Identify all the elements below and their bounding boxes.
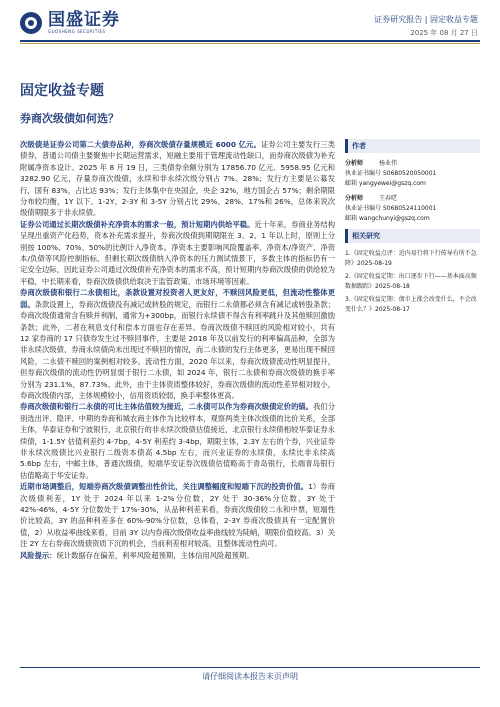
analyst-name-row: 分析师 杨业伟 (345, 160, 398, 167)
paragraph (20, 219, 335, 287)
related-report-link[interactable]: 1.《固定收益点评：近内易行将下行传导有所不急降》2025-08-19 (345, 250, 477, 267)
paragraph (20, 481, 335, 549)
paragraph-lead: 证券公司通过长期次级债补充净资本的需求一般，预计短期内供给平稳。 (20, 219, 255, 229)
authors-heading: 作者 (345, 139, 480, 153)
analyst-name: 杨业伟 (379, 160, 398, 167)
paragraph-text: 统计数据存在偏差，利率风险超预期，主体信用风险超预期。 (56, 550, 254, 560)
paragraph-lead: 次级债是证券公司第二大债券品种，券商次级债存量规模近 6000 亿元。 (20, 140, 261, 149)
analyst-email-row: 邮箱 wangchunyi@gszq.com (345, 215, 430, 222)
paragraph-lead: 券商次级债和银行二永债的可比主体估值较为接近，二永债可以作为券商次级债定价的锚。 (20, 402, 314, 412)
page-title: 固定收益专题 (20, 83, 104, 99)
page-subtitle: 券商次级债如何选？ (20, 112, 119, 125)
paragraph-lead: 券商次级债和银行二永债相比，条款设置对投资者人更友好，不赎回风险更低，但流动性整体更弱。 (20, 288, 335, 309)
brand-name-cn: 国盛证券 (48, 10, 120, 30)
analyst-name: 王春呓 (379, 195, 398, 202)
sidebar (345, 139, 480, 318)
footer-disclaimer: 请仔细阅读本报告末页声明 (202, 672, 298, 681)
header-divider (20, 40, 480, 42)
analyst-email-row: 邮箱 yangyewei@gszq.com (345, 180, 426, 187)
paragraph (20, 550, 335, 561)
analyst-email[interactable]: yangyewei@gszq.com (358, 180, 426, 187)
brand-logo (20, 9, 120, 37)
footer-divider (20, 667, 480, 668)
header-divider-accent (20, 43, 480, 44)
related-heading: 相关研究 (345, 229, 480, 243)
paragraph-text: 我们分别选出评、隐评、中期的券商和城农商主体作为比较样本，观察两类主体次级债的比价关系，全部主体，华泰证券和宁波银行，北京银行的非永续次级债估值接近，北京银行永续债相较华泰证券永续债，1-1.5Y 估值利差约 4-7bp，4-5Y 利差约 3-4bp，期限主体，2.3Y 左右的个券，兴业证券非永续次级债比兴业银行二级资本债高 4.5bp 左右，而兴业证券的永续债，永续比非永续高 5.6bp 左右，中邮主体，普通次级债，短端华安证券次级债估值略高于青岛银行，长端青岛银行估值略高于华安证券。 (20, 402, 336, 480)
analyst-name-row: 分析师 王春呓 (345, 195, 398, 202)
paragraph (20, 401, 335, 481)
analyst-cert-row: 执业证书编号 S0680520050001 (345, 170, 437, 177)
logo-icon (20, 12, 42, 34)
paragraph-text: 条款设置上，券商次级债没有减记或转股的规定，而银行二永债都必须含有减记或转股条款；券商次级债通常含有赎并利制，通常为+300bp，而银行永续债不得含有利率跳升及其他赎回激励条款；此外，二者在利息支付和偿本方面也存在差异。券商次级债不赎回的风险相对较小，共有 12 家券商的 17 只债券发生过不赎回事件，主要是 2018 年及以前发行的利率偏高品种，全部为非永续次级债，券商永续债尚未出现过不赎回的情况，而二永债的发行主体更多，更易出现不赎回风险，二永债不赎回的案例相对较多。流动性方面，2020 年以来，券商次级债流动性明显提升，但券商次级债的流动性仍明显弱于银行二永债，如 2024 年，银行二永债和券商次级债的换手率分别为 231.1%、87.73%。此外，由于主体资质整体较好，券商次级债的流动性差异相对较小，券商次级债内部，主体规模较小，信用资质较弱，换手率整体更高。 (20, 299, 336, 400)
paragraph-text: 近十年来，券商业务结构呈现出重资产化趋势，资本补充需求提升，券商次级债到期期限在 3、2、1 年以上时，原则上分别按 100%、70%、50%的比例计入净资本。净资本主要影响风险覆盖率、净资本/净资产、净资本/负债等风险控制指标，但剩长期次级债纳入净资本的压力测试情景下，多数主体的指标仍有一定安全边际，因此证券公司通过次级债补充净资本的需求不高，预计短期内券商次级债的供给较为平稳，中长期来看，券商次级债供给取决于监管政策、市场环境等因素。 (20, 219, 336, 286)
analyst-cert-row: 执业证书编号 S0680524110001 (345, 205, 437, 212)
paragraph-text: 1）券商次级债利差，1Y 处于 2024 年以来 1-2%分位数，2Y 处于 30-36%分位数，3Y 处于 42%-46%，4-5Y 分位数处于 17%-30%，从品种利差来看，券商次级债较二永和中票，短端性价比较高，3Y 的品种利差多在 60%-90%分位数，总体看，2-3Y 券商次级债具有一定配置价值，2）从收益率曲线来看，目前 3Y 以内券商次级债收益率曲线较为陡峭，期限价值较高。3）关注 2Y 左右券商次级债资质下沉的机会，当前利差相对较高，且整体流动性尚可。 (20, 482, 335, 549)
paragraph (20, 287, 335, 401)
report-category: 证券研究报告 | 固定收益专题 (374, 15, 478, 24)
paragraph-text: 证券公司主要发行三类债券，普通公司债主要聚焦中长期运营需求，短融主要用于管理流动性缺口，而券商次级债为补充附属净资本设计。2025 年 8 月 19 日，三类债券余额分别为 17856.70 亿元、5958.95 亿元和 3282.90 亿元，存量券商次级债，永续和非永续次级分别占 7%、28%；发行方主要是公募发行，国有 83%，占比达 93%；发行主体集中在央国企，央企 32%，地方国企占 57%；剩余期限分布较均衡，1Y 以下、1-2Y、2-3Y 和 3-5Y 分别占比 29%、28%、17%和 26%，总体来说次级债期限多于非永续债。 (20, 140, 336, 218)
brand-name-en: GUOSHENG SECURITIES (48, 29, 106, 34)
paragraph (20, 139, 335, 219)
report-date: 2025 年 08 月 27 日 (410, 29, 478, 37)
paragraph-lead: 近期市场调整后，短端券商次级债调整出性价比，关注调整幅度和短端下沉的投资价值。 (20, 482, 309, 492)
related-report-link[interactable]: 2.《固定收益定期：出口逐步下行——基本面高频数据跟踪》2025-08-18 (345, 273, 477, 290)
related-report-link[interactable]: 3.《固定收益定期：债市上涨会改变什么，不会改变什么？》2025-08-17 (345, 296, 477, 313)
analyst-cert: S0680520050001 (382, 170, 437, 177)
analyst-email[interactable]: wangchunyi@gszq.com (358, 215, 430, 222)
paragraph-lead: 风险提示： (20, 550, 57, 560)
analyst-cert: S0680524110001 (382, 205, 437, 212)
report-body (20, 139, 335, 561)
